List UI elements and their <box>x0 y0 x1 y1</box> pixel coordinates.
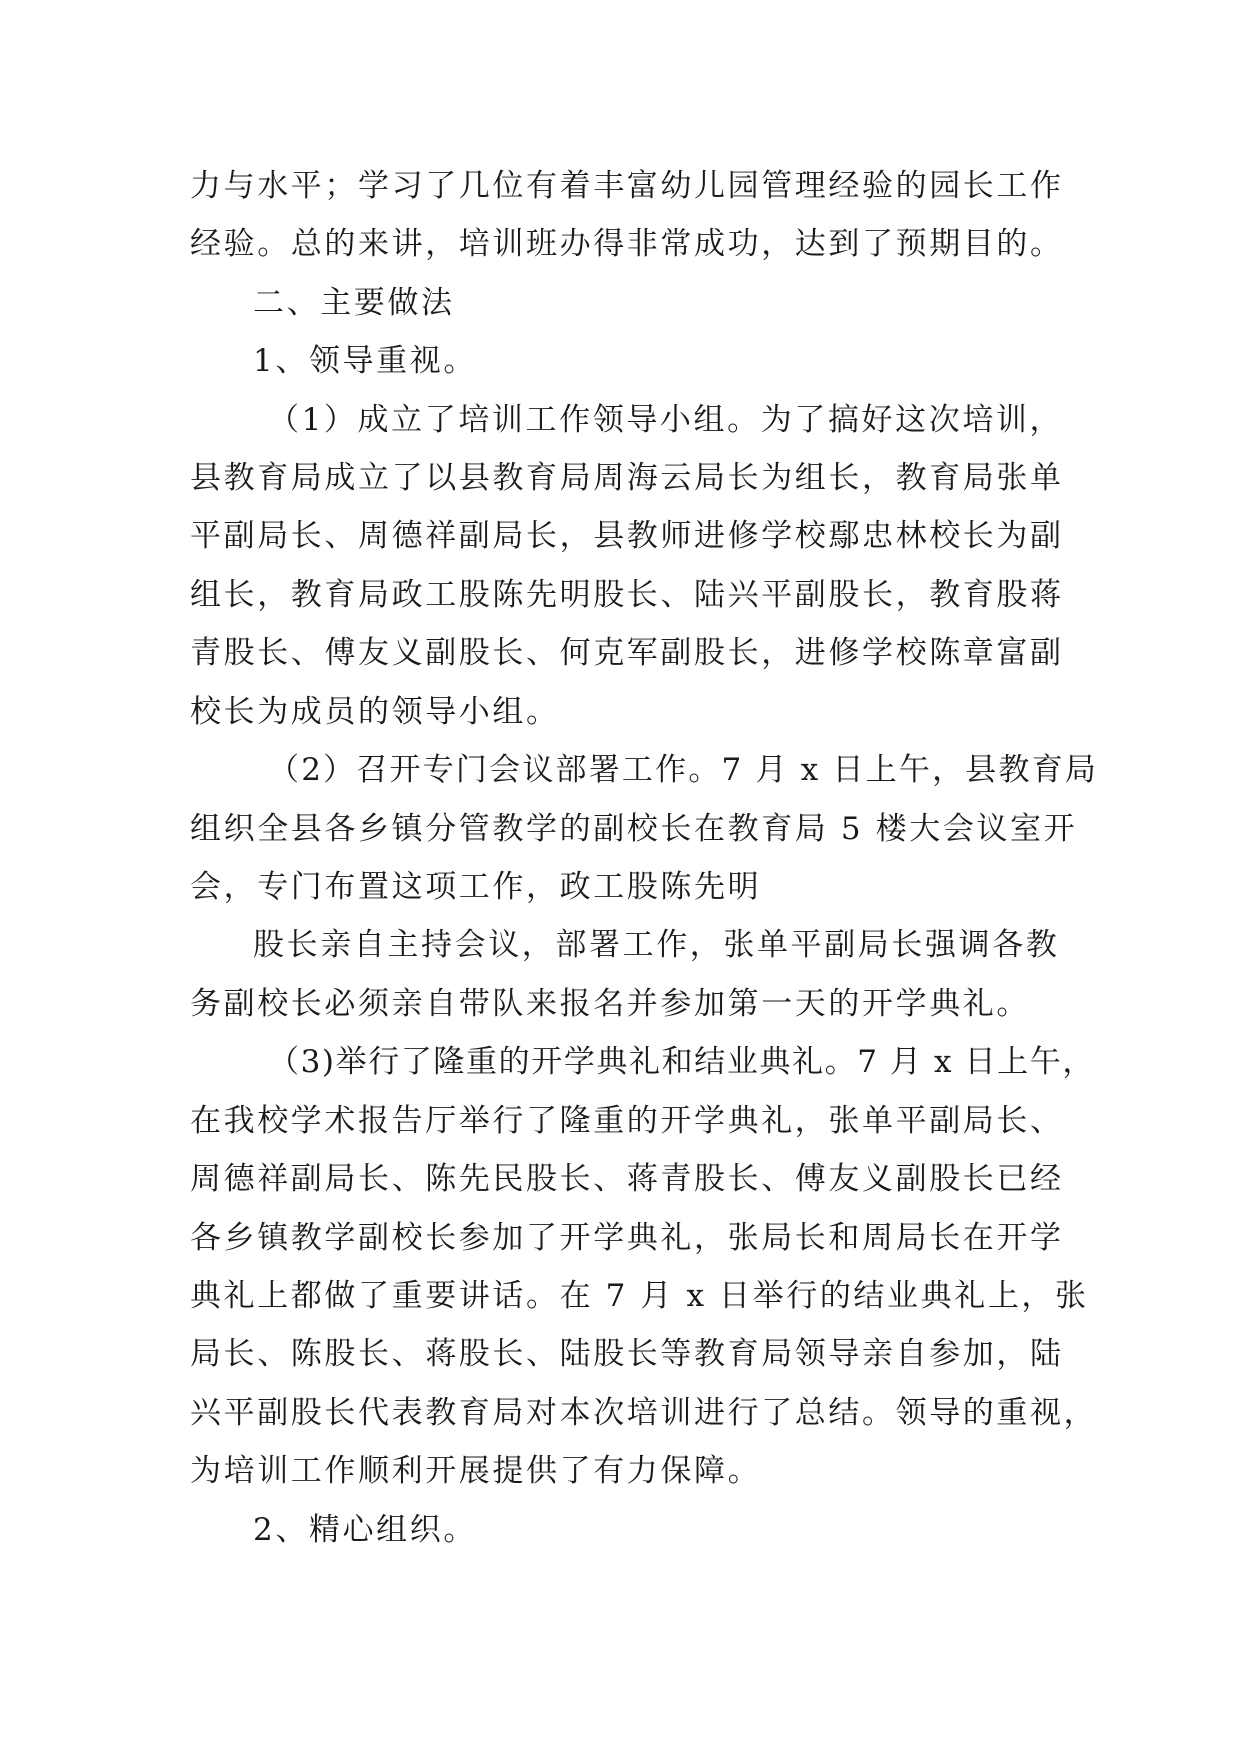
text-line: （2）召开专门会议部署工作。7 月 x 日上午，县教育局 <box>268 752 1099 788</box>
text-line: 周德祥副局长、陈先民股长、蒋青股长、傅友义副股长已经 <box>190 1161 1064 1197</box>
text-line: （1）成立了培训工作领导小组。为了搞好这次培训， <box>268 402 1064 438</box>
section-heading: 二、主要做法 <box>253 285 455 321</box>
text-line: （3)举行了隆重的开学典礼和结业典礼。7 月 x 日上午， <box>268 1044 1095 1080</box>
text-line: 兴平副股长代表教育局对本次培训进行了总结。领导的重视， <box>190 1395 1098 1431</box>
text-line: 局长、陈股长、蒋股长、陆股长等教育局领导亲自参加，陆 <box>190 1336 1064 1372</box>
subsection-heading: 1、领导重视。 <box>253 343 477 379</box>
text-line: 青股长、傅友义副股长、何克军副股长，进修学校陈章富副 <box>190 635 1064 671</box>
text-line: 经验。总的来讲，培训班办得非常成功，达到了预期目的。 <box>190 226 1064 262</box>
text-line: 校长为成员的领导小组。 <box>190 694 560 730</box>
text-line: 股长亲自主持会议，部署工作，张单平副局长强调各教 <box>253 927 1060 963</box>
text-line: 组织全县各乡镇分管教学的副校长在教育局 5 楼大会议室开 <box>190 811 1078 847</box>
text-line: 在我校学术报告厅举行了隆重的开学典礼，张单平副局长、 <box>190 1103 1064 1139</box>
text-line: 力与水平；学习了几位有着丰富幼儿园管理经验的园长工作 <box>190 168 1064 204</box>
text-line: 各乡镇教学副校长参加了开学典礼，张局长和周局长在开学 <box>190 1220 1064 1256</box>
text-line: 组长，教育局政工股陈先明股长、陆兴平副股长，教育股蒋 <box>190 577 1064 613</box>
text-line: 县教育局成立了以县教育局周海云局长为组长，教育局张单 <box>190 460 1064 496</box>
text-line: 务副校长必须亲自带队来报名并参加第一天的开学典礼。 <box>190 986 1030 1022</box>
text-line: 典礼上都做了重要讲话。在 7 月 x 日举行的结业典礼上，张 <box>190 1278 1089 1314</box>
text-line: 会，专门布置这项工作，政工股陈先明 <box>190 869 762 905</box>
subsection-heading: 2、精心组织。 <box>253 1512 477 1548</box>
text-line: 为培训工作顺利开展提供了有力保障。 <box>190 1453 762 1489</box>
text-line: 平副局长、周德祥副局长，县教师进修学校鄢忠林校长为副 <box>190 518 1064 554</box>
